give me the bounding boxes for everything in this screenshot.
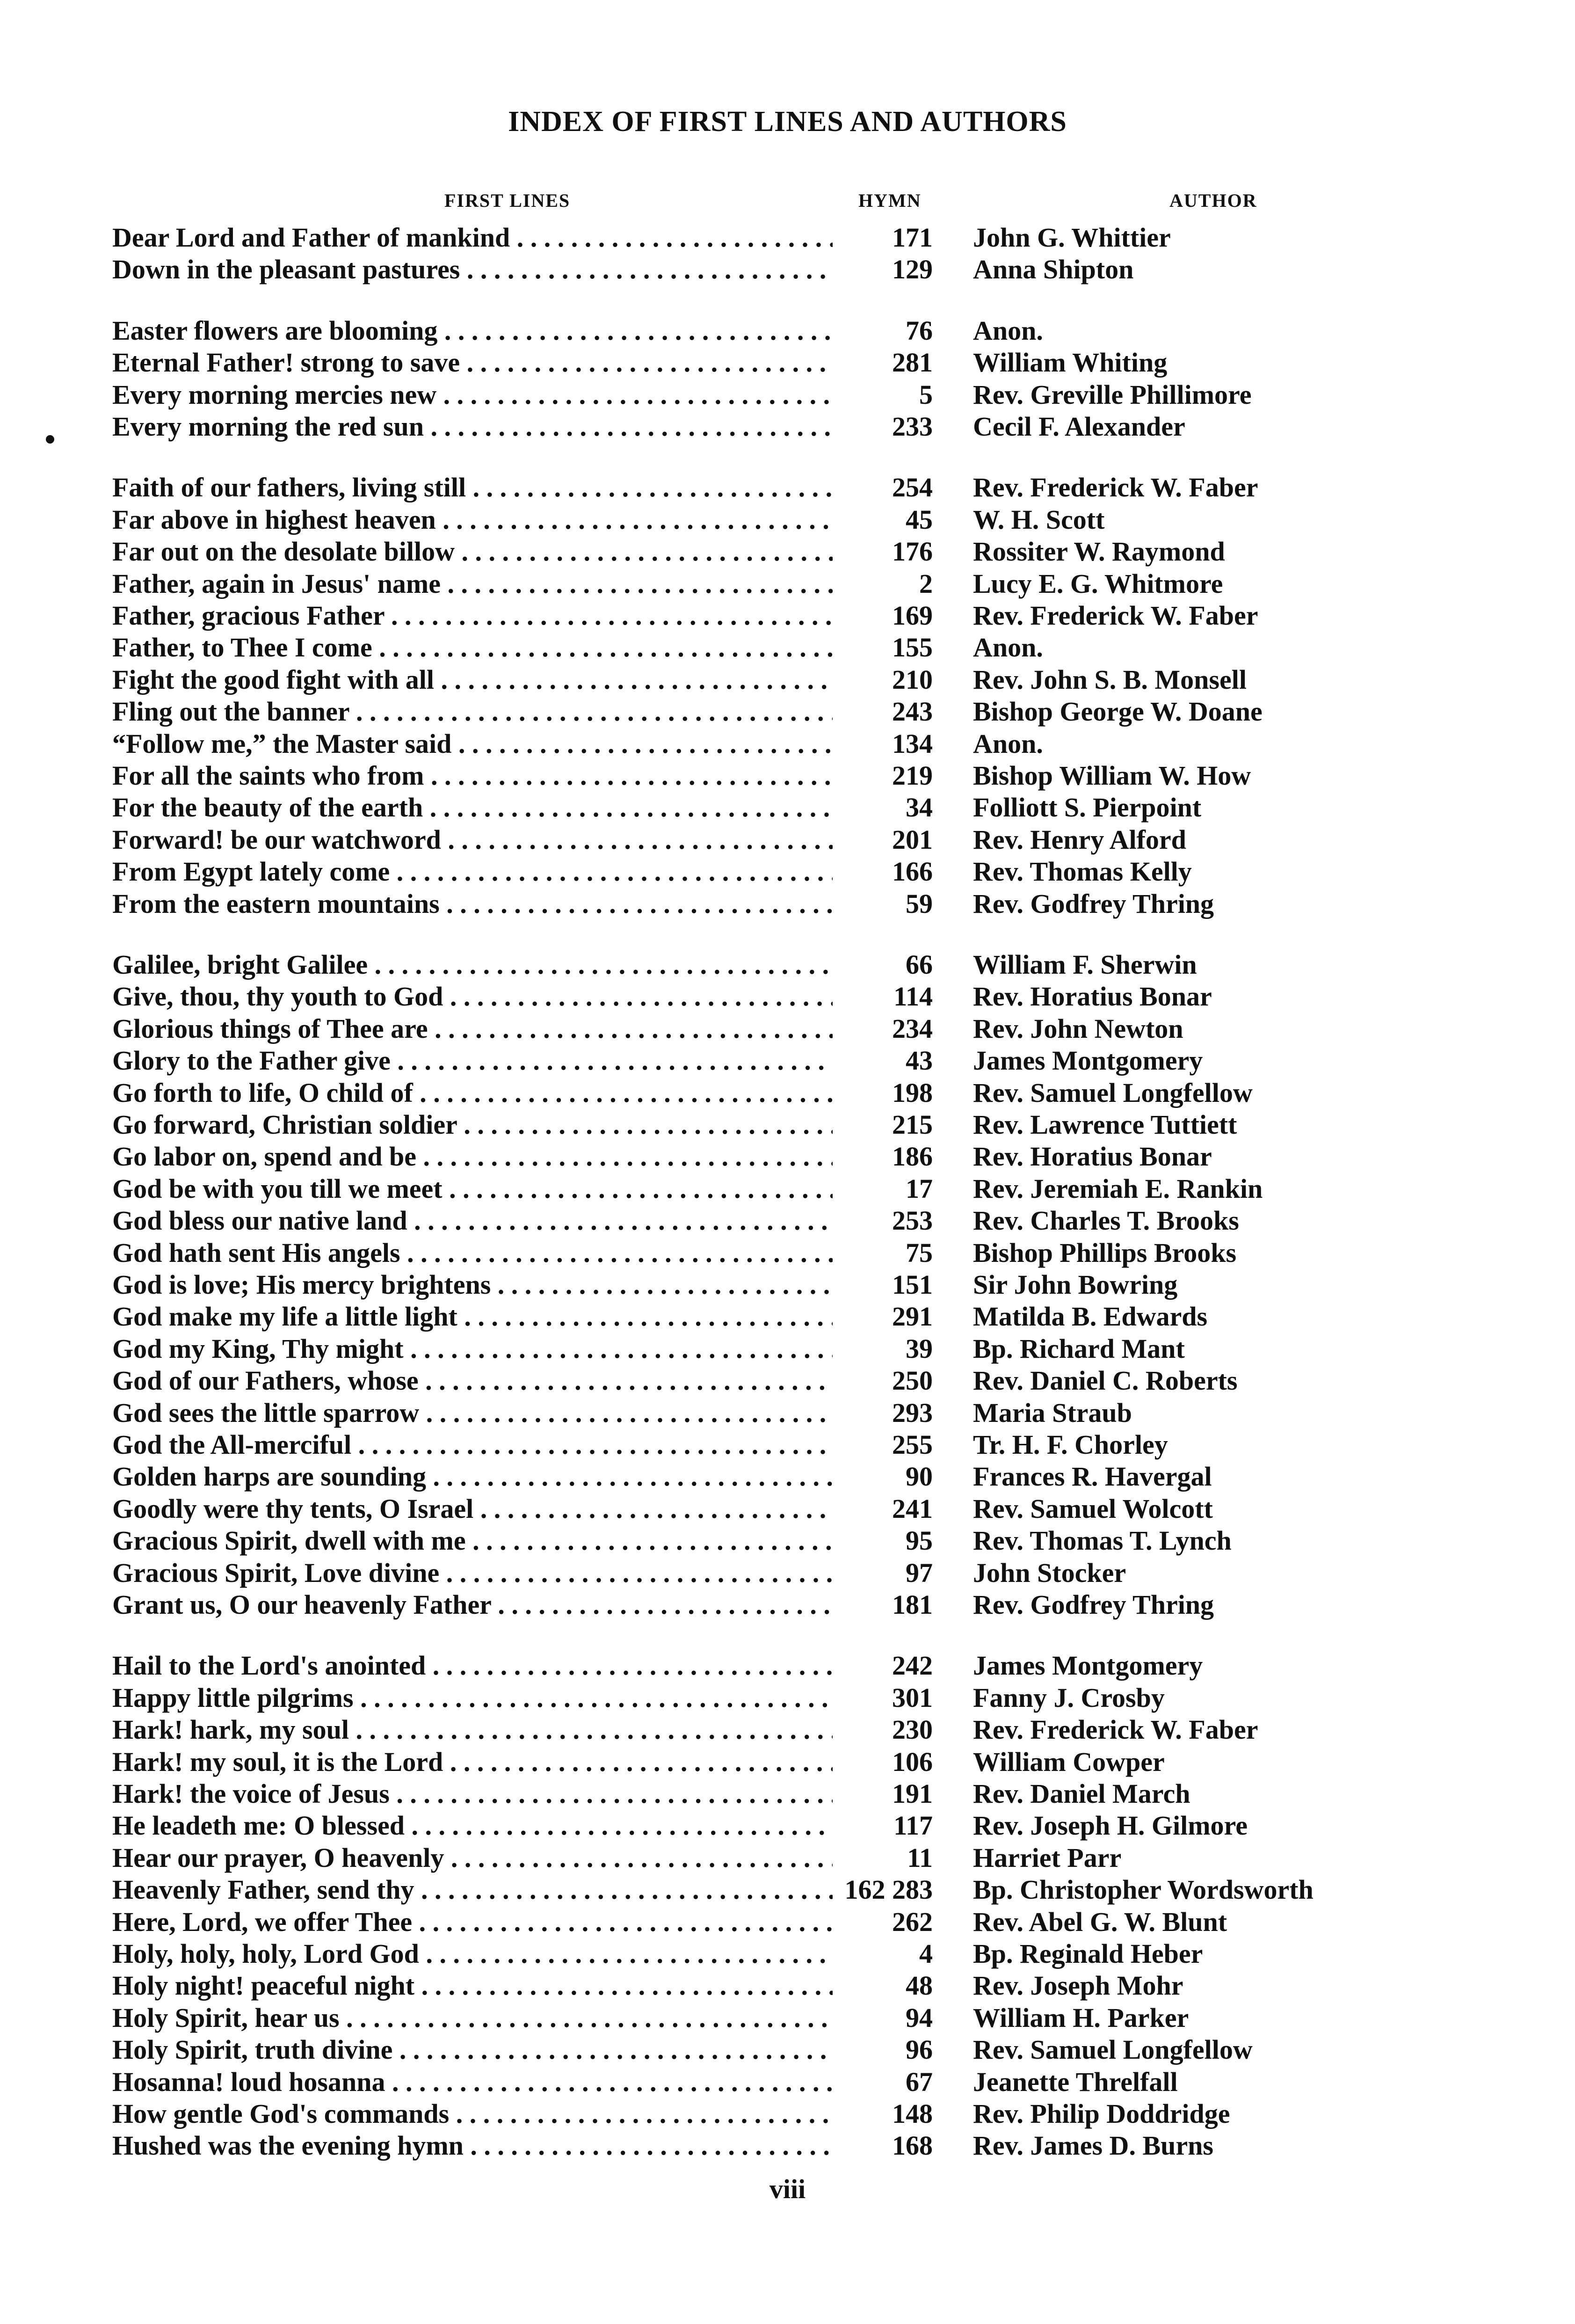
hymn-number: 162 283 (833, 1874, 933, 1905)
first-line: Father, again in Jesus' name . . . (112, 568, 884, 599)
first-line: For the beauty of the earth . . . (112, 792, 884, 823)
first-line: From the eastern mountains . . . (112, 889, 884, 919)
index-entry (0, 472, 1575, 503)
author-name: Bp. Christopher Wordsworth (973, 1874, 1314, 1905)
first-line: Hushed was the evening hymn . . . (112, 2130, 884, 2161)
hymn-number: 67 (833, 2067, 933, 2098)
index-entry (0, 411, 1575, 442)
index-entry (0, 1778, 1575, 1809)
first-line: Every morning the red sun . . . (112, 411, 884, 442)
index-entry (0, 696, 1575, 727)
hymn-number: 95 (833, 1525, 933, 1556)
hymn-number: 242 (833, 1650, 933, 1681)
author-name: Rev. Horatius Bonar (973, 981, 1212, 1012)
author-name: James Montgomery (973, 1045, 1203, 1076)
hymn-number: 148 (833, 2098, 933, 2129)
hymn-number: 201 (833, 824, 933, 855)
author-name: Rev. Joseph H. Gilmore (973, 1810, 1248, 1841)
hymn-number: 255 (833, 1429, 933, 1460)
hymn-number: 230 (833, 1714, 933, 1745)
author-name: Lucy E. G. Whitmore (973, 568, 1223, 599)
author-name: Bishop William W. How (973, 760, 1251, 791)
first-line: Holy Spirit, truth divine . . . (112, 2034, 884, 2065)
hymn-number: 215 (833, 1109, 933, 1140)
first-line: God sees the little sparrow . . . (112, 1398, 884, 1428)
first-line: Golden harps are sounding . . . (112, 1461, 884, 1492)
first-line: For all the saints who from . . . (112, 760, 884, 791)
author-name: Sir John Bowring (973, 1269, 1178, 1300)
hymn-number: 76 (833, 315, 933, 346)
hymn-number: 114 (833, 981, 933, 1012)
hymn-number: 262 (833, 1907, 933, 1938)
author-name: Bp. Richard Mant (973, 1333, 1185, 1364)
author-name: Cecil F. Alexander (973, 411, 1185, 442)
first-line: Hark! the voice of Jesus . . . (112, 1778, 884, 1809)
author-name: Rev. Frederick W. Faber (973, 472, 1258, 503)
author-name: Rev. James D. Burns (973, 2130, 1213, 2161)
first-line: God be with you till we meet . . . (112, 1173, 884, 1204)
index-entry (0, 222, 1575, 253)
index-entry (0, 1747, 1575, 1778)
author-name: James Montgomery (973, 1650, 1203, 1681)
first-line: “Follow me,” the Master said . . . (112, 729, 884, 759)
first-line: Glory to the Father give . . . (112, 1045, 884, 1076)
index-entry (0, 1365, 1575, 1396)
first-line: Dear Lord and Father of mankind . . . (112, 222, 884, 253)
first-line: He leadeth me: O blessed . . . (112, 1810, 884, 1841)
index-entry (0, 856, 1575, 887)
author-name: Rev. Lawrence Tuttiett (973, 1109, 1237, 1140)
first-line: Happy little pilgrims . . . (112, 1683, 884, 1713)
author-name: Harriet Parr (973, 1843, 1122, 1873)
author-name: Rev. Samuel Longfellow (973, 2034, 1253, 2065)
first-line: Faith of our fathers, living still . . . (112, 472, 884, 503)
page-title: INDEX OF FIRST LINES AND AUTHORS (508, 106, 1067, 138)
author-name: William Cowper (973, 1747, 1165, 1777)
hymn-number: 45 (833, 504, 933, 535)
author-name: William Whiting (973, 347, 1168, 378)
author-name: W. H. Scott (973, 504, 1105, 535)
hymn-number: 5 (833, 379, 933, 410)
author-name: Rev. Samuel Wolcott (973, 1493, 1213, 1524)
index-entry (0, 1589, 1575, 1620)
first-line: Gracious Spirit, dwell with me . . . (112, 1525, 884, 1556)
hymn-number: 59 (833, 889, 933, 919)
hymn-number: 94 (833, 2003, 933, 2033)
author-name: Fanny J. Crosby (973, 1683, 1165, 1713)
index-entry (0, 568, 1575, 599)
hymn-number: 243 (833, 696, 933, 727)
author-name: Rev. John S. B. Monsell (973, 664, 1247, 695)
author-name: Maria Straub (973, 1398, 1132, 1428)
index-entry (0, 949, 1575, 980)
index-entry (0, 729, 1575, 759)
index-entry (0, 600, 1575, 631)
first-line: Go forward, Christian soldier . . . (112, 1109, 884, 1140)
hymn-number: 129 (833, 254, 933, 285)
index-entry (0, 1714, 1575, 1745)
author-name: Rev. Thomas Kelly (973, 856, 1192, 887)
header-author: AUTHOR (1169, 190, 1257, 211)
author-name: Rev. Frederick W. Faber (973, 1714, 1258, 1745)
author-name: Jeanette Threlfall (973, 2067, 1178, 2097)
first-line: Hark! hark, my soul . . . (112, 1714, 884, 1745)
author-name: Anna Shipton (973, 254, 1134, 284)
first-line: Hosanna! loud hosanna . . . (112, 2067, 884, 2098)
index-entry (0, 1013, 1575, 1044)
hymn-number: 191 (833, 1778, 933, 1809)
hymn-number: 106 (833, 1747, 933, 1778)
first-line: Every morning mercies new . . . (112, 379, 884, 410)
hymn-number: 291 (833, 1301, 933, 1332)
first-line: Far above in highest heaven . . . (112, 504, 884, 535)
index-entry (0, 1493, 1575, 1524)
hymn-number: 4 (833, 1938, 933, 1969)
index-entry (0, 760, 1575, 791)
first-line: From Egypt lately come . . . (112, 856, 884, 887)
author-name: Rev. Godfrey Thring (973, 889, 1214, 919)
index-entry (0, 1907, 1575, 1938)
author-name: Rossiter W. Raymond (973, 536, 1225, 567)
hymn-number: 234 (833, 1013, 933, 1044)
hymn-number: 253 (833, 1205, 933, 1236)
first-line: Forward! be our watchword . . . (112, 824, 884, 855)
first-line: Fling out the banner . . . (112, 696, 884, 727)
index-entry (0, 379, 1575, 410)
author-name: Rev. Charles T. Brooks (973, 1205, 1239, 1236)
hymn-number: 11 (833, 1843, 933, 1873)
author-name: William F. Sherwin (973, 949, 1197, 980)
first-line: Down in the pleasant pastures . . . (112, 254, 884, 285)
hymn-number: 281 (833, 347, 933, 378)
index-entry (0, 1205, 1575, 1236)
author-name: John G. Whittier (973, 222, 1171, 253)
first-line: Father, gracious Father . . . (112, 600, 884, 631)
index-entry (0, 1173, 1575, 1204)
hymn-number: 39 (833, 1333, 933, 1364)
index-entry (0, 1141, 1575, 1172)
index-entry (0, 1938, 1575, 1969)
hymn-number: 34 (833, 792, 933, 823)
index-entry (0, 536, 1575, 567)
first-line: God bless our native land . . . (112, 1205, 884, 1236)
index-entry (0, 1109, 1575, 1140)
hymn-number: 75 (833, 1238, 933, 1268)
index-entry (0, 632, 1575, 663)
hymn-number: 219 (833, 760, 933, 791)
index-entry (0, 1301, 1575, 1332)
header-hymn: HYMN (858, 190, 922, 211)
hymn-number: 171 (833, 222, 933, 253)
index-entry (0, 1461, 1575, 1492)
first-line: Glorious things of Thee are . . . (112, 1013, 884, 1044)
index-entry (0, 315, 1575, 346)
hymn-number: 151 (833, 1269, 933, 1300)
first-line: God make my life a little light . . . (112, 1301, 884, 1332)
first-line: Father, to Thee I come . . . (112, 632, 884, 663)
hymn-number: 293 (833, 1398, 933, 1428)
index-entry (0, 2130, 1575, 2161)
author-name: Frances R. Havergal (973, 1461, 1212, 1492)
first-line: Hark! my soul, it is the Lord . . . (112, 1747, 884, 1778)
author-name: John Stocker (973, 1558, 1126, 1588)
index-entry (0, 1333, 1575, 1364)
author-name: Anon. (973, 632, 1043, 663)
index-entry (0, 1683, 1575, 1713)
hymn-number: 241 (833, 1493, 933, 1524)
hymn-number: 210 (833, 664, 933, 695)
author-name: Rev. Horatius Bonar (973, 1141, 1212, 1172)
index-entry (0, 1398, 1575, 1428)
hymn-number: 155 (833, 632, 933, 663)
first-line: Holy Spirit, hear us . . . (112, 2003, 884, 2033)
index-entry (0, 2003, 1575, 2033)
first-line: Goodly were thy tents, O Israel . . . (112, 1493, 884, 1524)
hymn-number: 17 (833, 1173, 933, 1204)
hymn-number: 2 (833, 568, 933, 599)
index-entry (0, 2034, 1575, 2065)
author-name: Rev. Joseph Mohr (973, 1970, 1183, 2001)
index-entry (0, 2067, 1575, 2098)
index-entry (0, 1874, 1575, 1905)
first-line: Hear our prayer, O heavenly . . . (112, 1843, 884, 1873)
author-name: Rev. Frederick W. Faber (973, 600, 1258, 631)
index-entry (0, 1238, 1575, 1268)
first-line: Heavenly Father, send thy . . . (112, 1874, 884, 1905)
index-entry (0, 1970, 1575, 2001)
hymn-number: 233 (833, 411, 933, 442)
hymn-number: 301 (833, 1683, 933, 1713)
author-name: William H. Parker (973, 2003, 1189, 2033)
first-line: Gracious Spirit, Love divine . . . (112, 1558, 884, 1588)
author-name: Rev. Daniel C. Roberts (973, 1365, 1238, 1396)
index-entry (0, 2098, 1575, 2129)
author-name: Matilda B. Edwards (973, 1301, 1208, 1332)
author-name: Anon. (973, 729, 1043, 759)
hymn-number: 43 (833, 1045, 933, 1076)
author-name: Anon. (973, 315, 1043, 346)
hymn-number: 48 (833, 1970, 933, 2001)
author-name: Bp. Reginald Heber (973, 1938, 1203, 1969)
index-entry (0, 889, 1575, 919)
index-entry (0, 664, 1575, 695)
first-line: Galilee, bright Galilee . . . (112, 949, 884, 980)
author-name: Rev. Jeremiah E. Rankin (973, 1173, 1263, 1204)
hymn-number: 168 (833, 2130, 933, 2161)
hymn-number: 169 (833, 600, 933, 631)
first-line: God hath sent His angels . . . (112, 1238, 884, 1268)
hymn-number: 134 (833, 729, 933, 759)
first-line: Eternal Father! strong to save . . . (112, 347, 884, 378)
page-number: viii (769, 2174, 806, 2204)
first-line: God my King, Thy might . . . (112, 1333, 884, 1364)
hymn-number: 198 (833, 1078, 933, 1108)
index-entry (0, 1045, 1575, 1076)
hymn-number: 181 (833, 1589, 933, 1620)
author-name: Rev. Greville Phillimore (973, 379, 1252, 410)
index-entry (0, 504, 1575, 535)
first-line: God the All-merciful . . . (112, 1429, 884, 1460)
author-name: Rev. John Newton (973, 1013, 1183, 1044)
author-name: Rev. Thomas T. Lynch (973, 1525, 1232, 1556)
index-entry (0, 1650, 1575, 1681)
first-line: Holy, holy, holy, Lord God . . . (112, 1938, 884, 1969)
hymn-number: 250 (833, 1365, 933, 1396)
first-line: Here, Lord, we offer Thee . . . (112, 1907, 884, 1938)
first-line: How gentle God's commands . . . (112, 2098, 884, 2129)
first-line: Holy night! peaceful night . . . (112, 1970, 884, 2001)
first-line: Give, thou, thy youth to God . . . (112, 981, 884, 1012)
index-entry (0, 1078, 1575, 1108)
first-line: Easter flowers are blooming . . . (112, 315, 884, 346)
hymn-number: 166 (833, 856, 933, 887)
author-name: Rev. Godfrey Thring (973, 1589, 1214, 1620)
hymn-number: 96 (833, 2034, 933, 2065)
first-line: Fight the good fight with all . . . (112, 664, 884, 695)
index-entry (0, 1525, 1575, 1556)
hymn-number: 117 (833, 1810, 933, 1841)
index-entry (0, 824, 1575, 855)
index-entry (0, 1269, 1575, 1300)
author-name: Rev. Abel G. W. Blunt (973, 1907, 1227, 1937)
author-name: Rev. Daniel March (973, 1778, 1190, 1809)
author-name: Rev. Philip Doddridge (973, 2098, 1230, 2129)
header-first-lines: FIRST LINES (444, 190, 571, 211)
hymn-number: 66 (833, 949, 933, 980)
author-name: Rev. Samuel Longfellow (973, 1078, 1253, 1108)
hymn-number: 176 (833, 536, 933, 567)
first-line: Go forth to life, O child of . . . (112, 1078, 884, 1108)
index-entry (0, 1429, 1575, 1460)
hymn-number: 97 (833, 1558, 933, 1588)
first-line: God is love; His mercy brightens . . . (112, 1269, 884, 1300)
hymn-number: 90 (833, 1461, 933, 1492)
hymn-number: 254 (833, 472, 933, 503)
index-entry (0, 347, 1575, 378)
author-name: Bishop George W. Doane (973, 696, 1263, 727)
index-entry (0, 254, 1575, 285)
first-line: God of our Fathers, whose . . . (112, 1365, 884, 1396)
hymn-number: 186 (833, 1141, 933, 1172)
first-line: Far out on the desolate billow . . . (112, 536, 884, 567)
index-entry (0, 1843, 1575, 1873)
author-name: Folliott S. Pierpoint (973, 792, 1202, 823)
index-entry (0, 1810, 1575, 1841)
index-entry (0, 981, 1575, 1012)
author-name: Tr. H. F. Chorley (973, 1429, 1168, 1460)
author-name: Rev. Henry Alford (973, 824, 1186, 855)
index-entry (0, 1558, 1575, 1588)
first-line: Hail to the Lord's anointed . . . (112, 1650, 884, 1681)
first-line: Go labor on, spend and be . . . (112, 1141, 884, 1172)
index-entry (0, 792, 1575, 823)
first-line: Grant us, O our heavenly Father . . . (112, 1589, 884, 1620)
author-name: Bishop Phillips Brooks (973, 1238, 1237, 1268)
